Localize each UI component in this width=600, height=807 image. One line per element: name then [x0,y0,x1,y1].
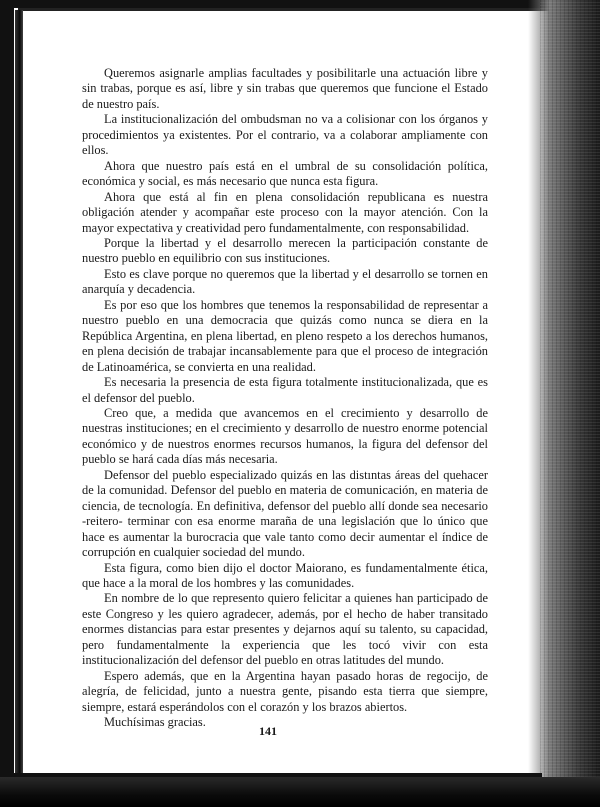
paragraph: La institucionalización del ombudsman no va a colisionar con los órganos y procedimientos ya existentes. Por el contrario, va a colaborar ampliamente con ellos. [82,112,488,158]
paragraph: Es necesaria la presencia de esta figura totalmente institucionalizada, que es el defensor del pueblo. [82,375,488,405]
paragraph: Es por eso que los hombres que tenemos la responsabilidad de representar a nuestro pueblo en una democracia que quizás como nunca se diera en la República Argentina, en plena libertad, en pleno respeto a los derechos humanos, en plena decisión de trabajar incansablemente para que el proceso de integración de Latinoamérica, se convierta en una realidad. [82,297,488,374]
paragraph: Defensor del pueblo especializado quizás en las distıntas áreas del quehacer de la comunidad. Defensor del pueblo en materia de comunicación, en materia de ciencia, de tecnología. En definitiva, defensor del pueblo allí donde sea necesario -reitero- terminar con esa enorme maraña de una legislación que lo único que hace es aumentar la burocracia que vale tanto como decir aumentar el índice de corrupción en cualquier sociedad del mundo. [82,467,488,560]
paragraph: Muchísimas gracias. [104,715,206,730]
scan-right-noise [540,0,600,807]
paragraph: Queremos asignarle amplias facultades y posibilitarle una actuación libre y sin trabas, porque es así, libre y sin trabas que queremos que funcione el Estado de nuestro país. [82,66,488,111]
page-body [82,66,488,730]
paragraph: En nombre de lo que represento quiero felicitar a quienes han participado de este Congreso y les quiero agradecer, además, por el hecho de haber transitado enormes distancias para estar presentes y dejarnos aquí su talento, su capacidad, pero fundamentalmente la experiencia que les tocó vivir con esta institucionalización del defensor del pueblo en otras latitudes del mundo. [82,591,488,668]
scan-top-line [18,8,600,11]
paragraph: Ahora que está al fin en plena consolidación republicana es nuestra obligación atender y acompañar este proceso con la mayor atención. Con la mayor expectativa y creatividad pero fundamentalmente, con responsabilidad. [82,189,488,235]
paragraph: Esto es clave porque no queremos que la libertad y el desarrollo se tornen en anarquía y decadencia. [82,266,488,297]
paragraph: Ahora que nuestro país está en el umbral de su consolidación política, económica y social, es más necesario que nunca esta figura. [82,158,488,189]
scan-bottom-border [0,777,600,807]
paragraph: Esta figura, como bien dijo el doctor Maiorano, es fundamentalmente ética, que hace a la moral de los hombres y las comunidades. [82,560,488,590]
page-number: 141 [259,724,277,738]
scan-top-border [0,0,600,8]
book-spine-shadow [15,10,23,780]
paragraph: Porque la libertad y el desarrollo merecen la participación constante de nuestro pueblo en equilibrio con sus instituciones. [82,235,488,266]
paragraph: Creo que, a medida que avancemos en el crecimiento y desarrollo de nuestras instituciones; en el crecimiento y desarrollo de nuestro enorme potencial económico y de nuestros enormes recursos humanos, la figura del defensor del pueblo se hará cada días más necesaria. [82,405,488,467]
scan-left-edge [0,0,14,807]
paragraph: Espero además, que en la Argentina hayan pasado horas de regocijo, de alegría, de felicidad, junto a nuestra gente, pisando esta tierra que siempre, siempre, estará esperándolos con el corazón y los brazos abiertos. [82,668,488,714]
